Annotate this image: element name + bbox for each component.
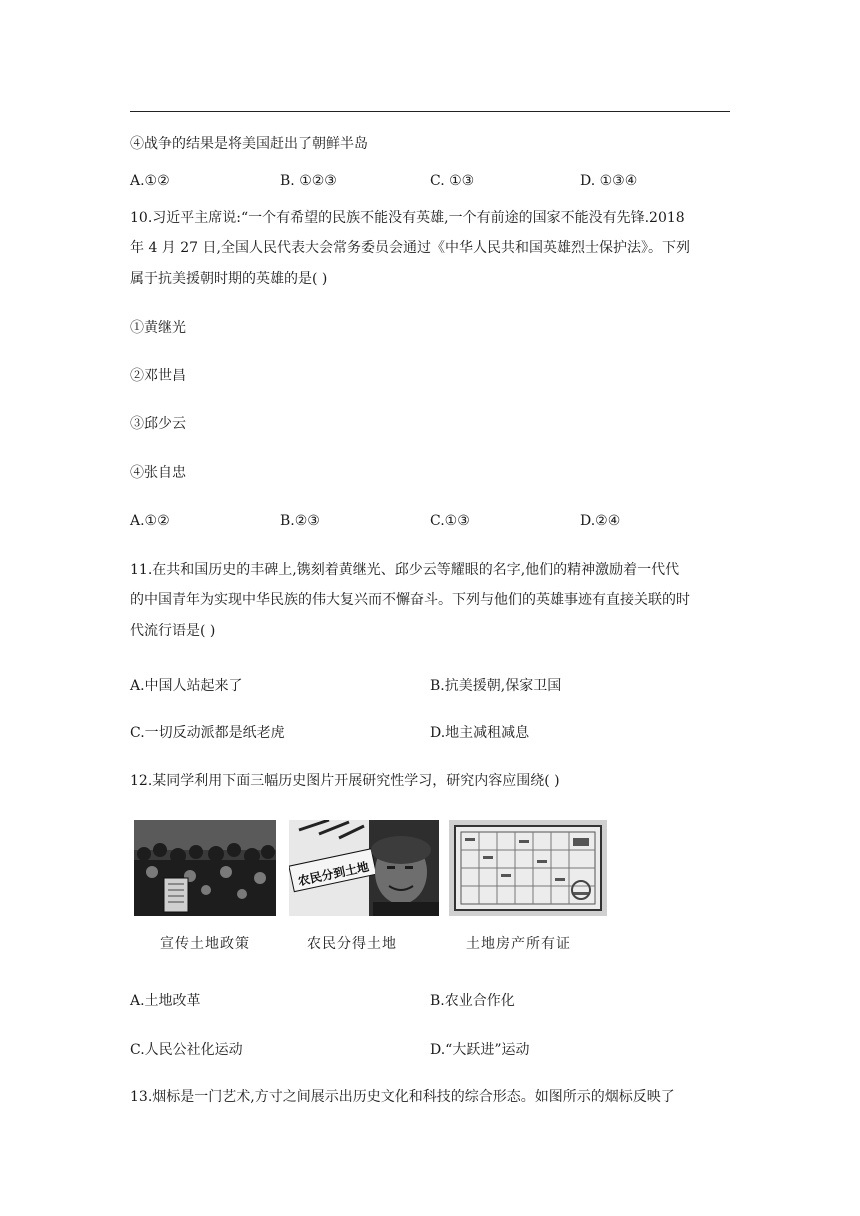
q11-stem-line-3: 代流行语是( ) <box>130 623 216 639</box>
photo-land-certificate <box>449 820 607 916</box>
q13-stem-line-1: 13.烟标是一门艺术,方寸之间展示出历史文化和科技的综合形态。如图所示的烟标反映了 <box>130 1089 675 1105</box>
q9-option-d: D. ①③④ <box>580 173 638 189</box>
q11-option-b: B.抗美援朝,保家卫国 <box>430 678 562 694</box>
certificate-illustration <box>449 820 607 916</box>
q10-item-3: ③邱少云 <box>130 416 186 432</box>
caption-farmer-land: 农民分得土地 <box>307 936 397 952</box>
q10-option-a: A.①② <box>130 513 170 529</box>
q12-option-b: B.农业合作化 <box>430 993 515 1009</box>
q11-stem-line-2: 的中国青年为实现中华民族的伟大复兴而不懈奋斗。下列与他们的英雄事迹有直接关联的时 <box>130 592 690 608</box>
q10-item-2: ②邓世昌 <box>130 368 186 384</box>
q11-option-d: D.地主减租减息 <box>430 725 530 741</box>
photo-banner-text: 农民分到土地 <box>296 859 371 889</box>
photo-farmer-gets-land <box>289 820 439 916</box>
header-rule <box>130 111 730 112</box>
q12-stem-line-1: 12.某同学利用下面三幅历史图片开展研究性学习，研究内容应围绕( ) <box>130 773 560 789</box>
crowd-illustration <box>134 820 276 916</box>
q11-option-c: C.一切反动派都是纸老虎 <box>130 725 285 741</box>
q9-option-b: B. ①②③ <box>280 173 337 189</box>
caption-land-certificate: 土地房产所有证 <box>466 936 571 952</box>
q10-option-b: B.②③ <box>280 513 320 529</box>
photo-land-policy-propaganda <box>134 820 276 916</box>
farmer-illustration <box>289 820 439 916</box>
q9-item-4: ④战争的结果是将美国赶出了朝鲜半岛 <box>130 136 368 152</box>
q11-stem-line-1: 11.在共和国历史的丰碑上,镌刻着黄继光、邱少云等耀眼的名字,他们的精神激励着一代代 <box>130 562 680 578</box>
q10-option-c: C.①③ <box>430 513 470 529</box>
q10-item-4: ④张自忠 <box>130 465 186 481</box>
q9-option-c: C. ①③ <box>430 173 475 189</box>
q10-option-d: D.②④ <box>580 513 621 529</box>
q10-stem-line-1: 10.习近平主席说:“一个有希望的民族不能没有英雄,一个有前途的国家不能没有先锋.2018 <box>130 210 685 226</box>
q12-option-a: A.土地改革 <box>130 993 201 1009</box>
q11-option-a: A.中国人站起来了 <box>130 678 243 694</box>
q12-option-c: C.人民公社化运动 <box>130 1042 243 1058</box>
q10-stem-line-2: 年 4 月 27 日,全国人民代表大会常务委员会通过《中华人民共和国英雄烈士保护法》。下列 <box>130 240 690 256</box>
q12-option-d: D.“大跃进”运动 <box>430 1042 530 1058</box>
caption-land-policy: 宣传土地政策 <box>160 936 250 952</box>
q9-option-a: A.①② <box>130 173 170 189</box>
q10-stem-line-3: 属于抗美援朝时期的英雄的是( ) <box>130 271 328 287</box>
q10-item-1: ①黄继光 <box>130 320 186 336</box>
